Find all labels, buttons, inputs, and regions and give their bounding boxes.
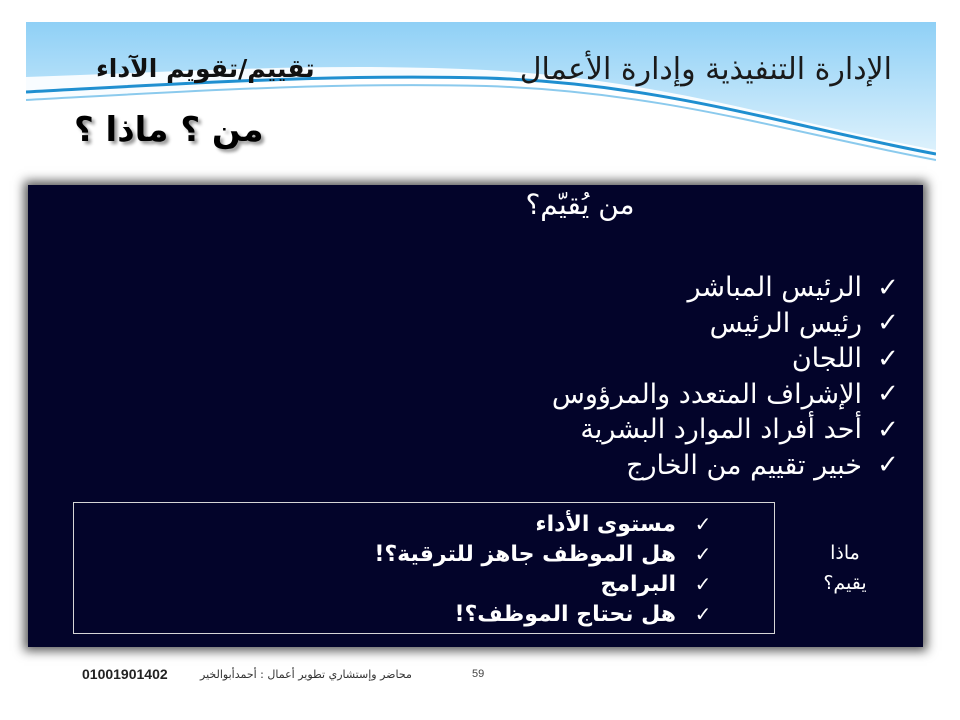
check-icon: ✓ xyxy=(877,414,899,445)
what-item xyxy=(374,599,726,629)
check-icon: ✓ xyxy=(877,450,899,481)
what-item xyxy=(374,539,726,569)
footer-phone: 01001901402 xyxy=(82,666,168,682)
what-item-label: هل الموظف جاهز للترقية؟! xyxy=(374,541,676,567)
what-item-label: مستوى الأداء xyxy=(535,511,676,537)
evaluator-item xyxy=(552,270,910,306)
evaluator-item xyxy=(552,341,910,377)
check-icon: ✓ xyxy=(877,379,899,410)
section-title: تقييم/تقويم الآداء xyxy=(96,54,315,83)
check-icon: ✓ xyxy=(694,602,712,626)
evaluator-label: رئيس الرئيس xyxy=(709,307,862,339)
what-evaluates-label xyxy=(790,538,900,598)
what-item xyxy=(374,509,726,539)
evaluator-item xyxy=(552,448,910,484)
slide-title: الإدارة التنفيذية وإدارة الأعمال xyxy=(519,52,892,87)
footer-credit: محاضر وإستشاري تطوير أعمال : أحمدأبوالخير xyxy=(200,668,412,681)
what-item-label: هل نحتاج الموظف؟! xyxy=(454,601,676,627)
evaluator-label: الرئيس المباشر xyxy=(687,272,862,304)
evaluator-item xyxy=(552,377,910,413)
what-item xyxy=(374,569,726,599)
check-icon: ✓ xyxy=(694,512,712,536)
evaluators-list xyxy=(552,270,910,483)
evaluator-label: خبير تقييم من الخارج xyxy=(626,449,862,481)
what-evaluated-box xyxy=(73,502,775,634)
evaluator-label: أحد أفراد الموارد البشرية xyxy=(580,414,862,446)
evaluator-label: الإشراف المتعدد والمرؤوس xyxy=(551,378,862,410)
check-icon: ✓ xyxy=(694,542,712,566)
what-item-label: البرامج xyxy=(600,571,676,597)
check-icon: ✓ xyxy=(694,572,712,596)
evaluator-label: اللجان xyxy=(791,343,862,375)
what-evaluated-list xyxy=(374,509,726,629)
evaluator-item xyxy=(552,306,910,342)
page-number: 59 xyxy=(472,668,485,680)
evaluator-item xyxy=(552,412,910,448)
check-icon: ✓ xyxy=(877,343,899,374)
who-evaluates-heading: من يُقيّم؟ xyxy=(525,188,635,221)
check-icon: ✓ xyxy=(877,308,899,339)
what-label-line: ماذا xyxy=(830,542,860,564)
what-label-line: يقيم؟ xyxy=(823,572,867,594)
check-icon: ✓ xyxy=(877,272,899,303)
question-heading: من ؟ ماذا ؟ xyxy=(74,110,264,150)
